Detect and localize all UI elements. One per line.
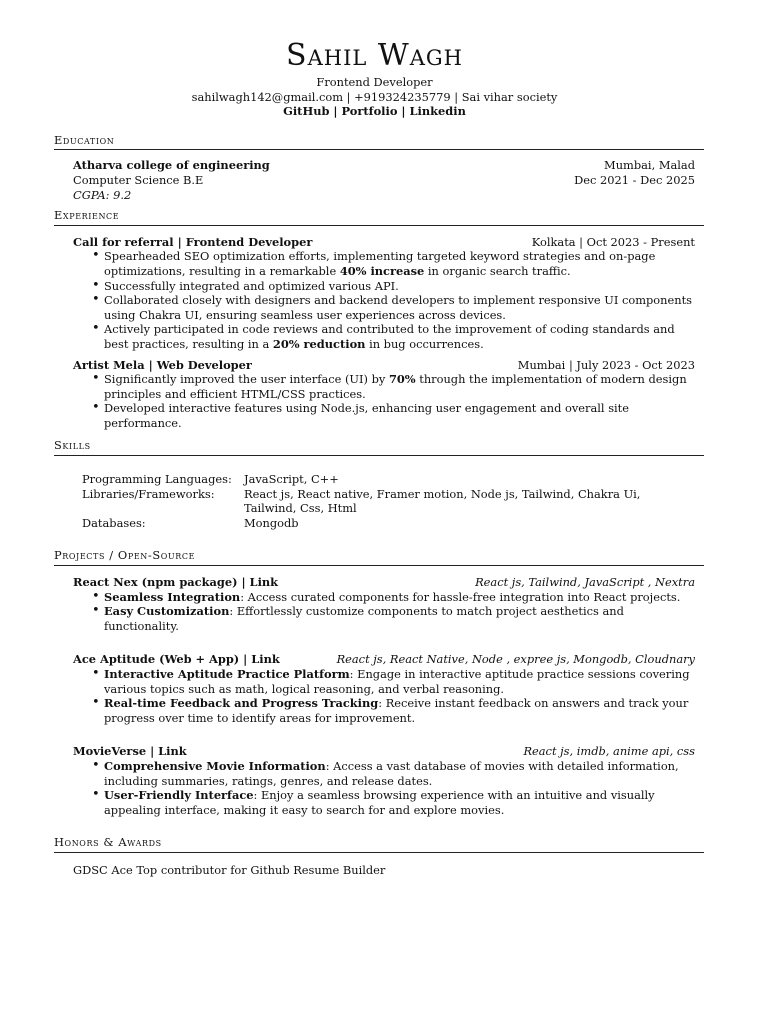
section-title: Education [54, 133, 704, 151]
projects-section [54, 548, 695, 817]
bullet-item: • Seamless Integration: Access curated components for hassle-free integration into React projects. [104, 590, 695, 605]
profile-links [54, 104, 695, 119]
education-dates: Dec 2021 - Dec 2025 [574, 172, 695, 187]
bullet-item: • Real-time Feedback and Progress Tracking: Receive instant feedback on answers and track your progress over time to identify areas for improvement. [104, 696, 695, 725]
school-name: Atharva college of engineering [73, 158, 270, 173]
candidate-name: Sahil Wagh [286, 38, 463, 73]
bullet-item: • Interactive Aptitude Practice Platform: Engage in interactive aptitude practice sessions covering various topics such as math, logical reasoning, and verbal reasoning. [104, 667, 695, 696]
skill-row [82, 472, 695, 487]
resume-header [0, 38, 768, 119]
phone-link[interactable]: +919324235779 [354, 89, 451, 104]
job-heading: Artist Mela | Web Developer [73, 357, 252, 372]
experience-section [54, 208, 695, 430]
job-heading: Call for referral | Frontend Developer [73, 234, 313, 249]
skill-row [82, 516, 695, 531]
experience-entry [73, 358, 695, 431]
project-name[interactable]: MovieVerse | Link [73, 744, 187, 759]
linkedin-link[interactable]: Linkedin [409, 104, 466, 119]
bullet-item: • Developed interactive features using Node.js, enhancing user engagement and overall site performance. [104, 401, 695, 430]
bullet-item: • Collaborated closely with designers and backend developers to implement responsive UI components using Chakra UI, ensuring seamless user experiences across devices. [104, 293, 695, 322]
bullet-item: • Comprehensive Movie Information: Access a vast database of movies with detailed information, including summaries, ratings, genres, and release dates. [104, 759, 695, 788]
honor-item: GDSC Ace Top contributor for Github Resume Builder [73, 862, 386, 877]
cgpa: CGPA: 9.2 [73, 187, 132, 202]
job-meta: Kolkata | Oct 2023 - Present [531, 234, 695, 249]
section-title: Honors & Awards [54, 835, 704, 853]
separator: | [401, 104, 406, 119]
honors-section [54, 835, 695, 877]
job-meta: Mumbai | July 2023 - Oct 2023 [517, 357, 695, 372]
bullet-item: • Spearheaded SEO optimization efforts, implementing targeted keyword strategies and on-page optimizations, resulting in a remarkable 40% increase in organic search traffic. [104, 249, 695, 278]
section-title: Experience [54, 208, 704, 226]
skill-row [82, 487, 695, 516]
project-tech: React js, React Native, Node , expree js, Mongodb, Cloudnary [336, 652, 695, 667]
project-name[interactable]: React Nex (npm package) | Link [73, 575, 279, 590]
skill-label: Programming Languages: [82, 472, 232, 487]
portfolio-link[interactable]: Portfolio [341, 104, 398, 119]
experience-entry [73, 235, 695, 352]
section-title: Skills [54, 438, 704, 456]
skill-label: Libraries/Frameworks: [82, 486, 215, 501]
degree: Computer Science B.E [73, 172, 204, 187]
location-text: Sai vihar society [461, 89, 558, 104]
skills-section [54, 438, 695, 530]
project-tech: React js, Tailwind, JavaScript , Nextra [475, 575, 695, 590]
skill-value: Mongodb [244, 515, 299, 530]
separator: | [454, 89, 459, 104]
bullet-item: • Easy Customization: Effortlessly customize components to match project aesthetics and functionality. [104, 604, 695, 633]
education-entry [54, 158, 695, 202]
email-link[interactable]: sahilwagh142@gmail.com [191, 89, 344, 104]
skill-value: React js, React native, Framer motion, Node js, Tailwind, Chakra Ui, Tailwind, Css, Html [244, 486, 641, 516]
bullet-item: • Successfully integrated and optimized various API. [104, 279, 695, 294]
bullet-item: • Significantly improved the user interface (UI) by 70% through the implementation of modern design principles and efficient HTML/CSS practices. [104, 372, 695, 401]
project-entry [73, 652, 695, 725]
candidate-role: Frontend Developer [316, 75, 433, 89]
education-section [54, 133, 695, 202]
bullet-item: • User-Friendly Interface: Enjoy a seamless browsing experience with an intuitive and visually appealing interface, making it easy to search for and explore movies. [104, 788, 695, 817]
separator: | [333, 104, 338, 119]
school-location: Mumbai, Malad [604, 158, 695, 173]
project-tech: React js, imdb, anime api, css [523, 744, 695, 759]
project-entry [73, 744, 695, 817]
separator: | [346, 89, 351, 104]
section-title: Projects / Open-Source [54, 548, 704, 566]
skill-label: Databases: [82, 515, 146, 530]
github-link[interactable]: GitHub [283, 104, 330, 119]
project-name[interactable]: Ace Aptitude (Web + App) | Link [73, 652, 280, 667]
bullet-item: • Actively participated in code reviews and contributed to the improvement of coding standards and best practices, resulting in a 20% reduction in bug occurrences. [104, 322, 695, 351]
contact-line [54, 90, 695, 105]
skill-value: JavaScript, C++ [244, 472, 339, 487]
project-entry [73, 575, 695, 633]
